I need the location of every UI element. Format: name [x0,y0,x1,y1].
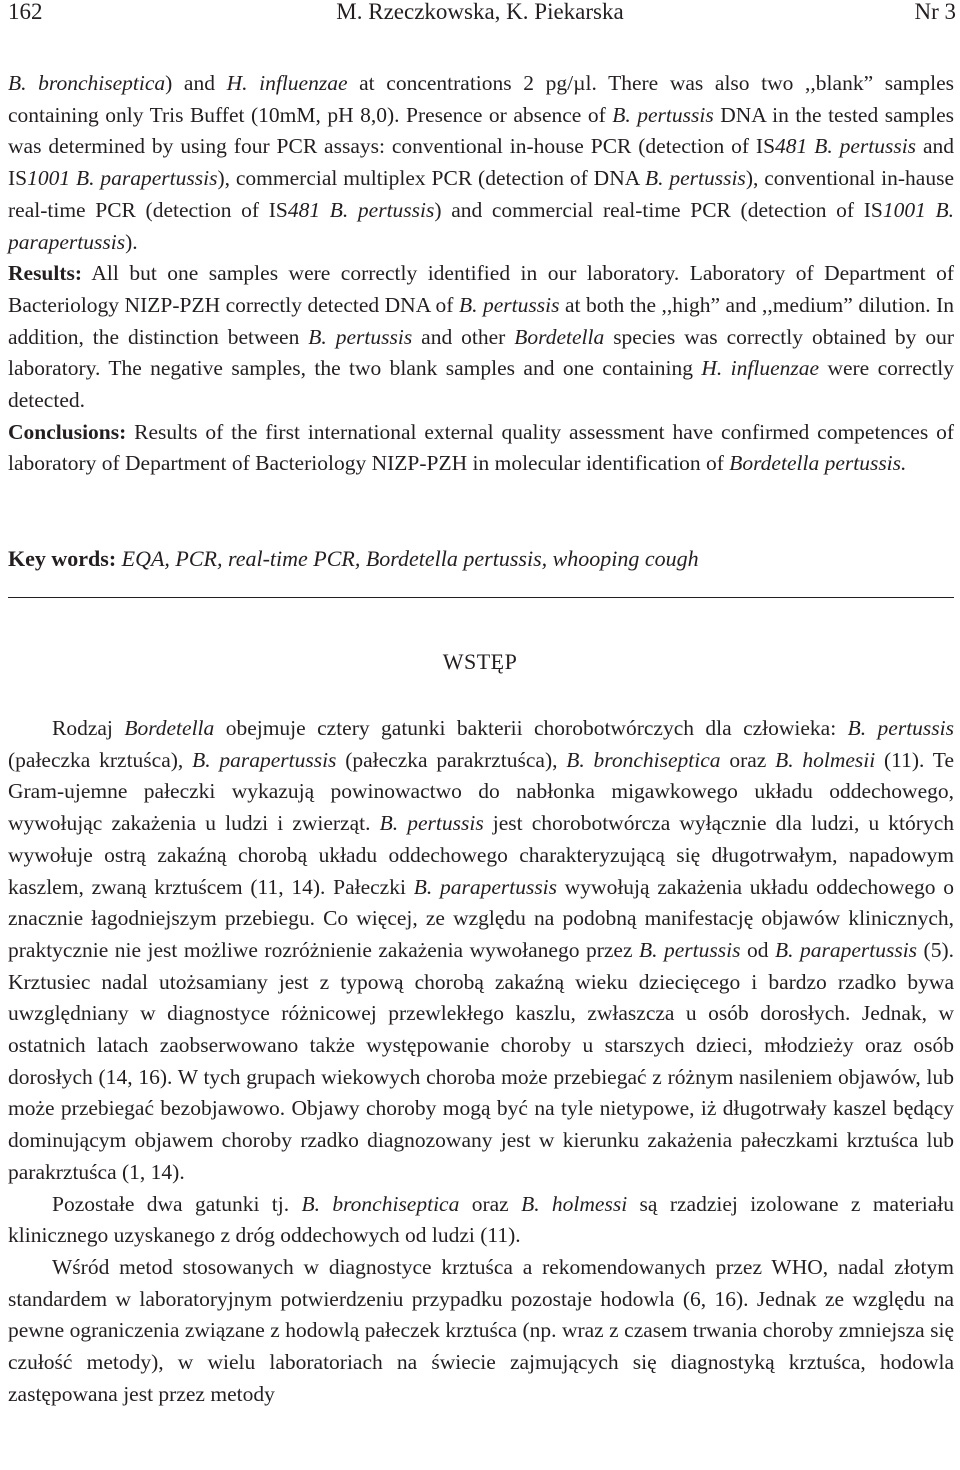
species-name: H. influenzae [701,356,820,381]
species-name: 481 B. pertussis [287,197,435,222]
section-divider [8,597,954,598]
species-name: B. pertussis [308,324,413,349]
species-name: B. pertussis [644,166,746,191]
species-name: 1001 B. parapertussis [27,166,218,191]
abstract-text: DNA in the tested samples was determined by using four PCR assays: conventional in-house PCR (detection of IS [8,102,954,159]
body-text: (pałeczka parakrztuśca), [336,747,567,772]
species-name: B. parapertussis [413,874,558,899]
body-text: wywołują zakażenia układu oddechowego o znacznie łagodniejszym przebiegu. Co więcej, ze względu na podobną manifestację objawów klinicznych, praktycznie nie jest możliwe rozróżnienie zakażenia wywołanego przez [8,874,954,962]
body-text: oraz [459,1191,522,1216]
body-text: są rzadziej izolowane z materiału klinicznego uzyskanego z dróg oddechowych od ludzi (11). [8,1191,955,1248]
species-name: B. pertussis [847,716,955,740]
introduction-body [8,713,954,1410]
genus-name: Bordetella [514,324,605,349]
intro-paragraph-3 [8,1252,954,1411]
abstract-body [8,68,954,480]
species-name: B. parapertussis [774,937,918,962]
species-name: B. parapertussis [192,747,337,772]
abstract-text: species was correctly obtained by our laboratory. The negative samples, the two blank samples and one containing [8,324,955,381]
body-text: (5). Krztusiec nadal utożsamiany jest z typową chorobą zakaźną wieku dziecięcego i bardzo rzadko bywa uwzględniany w diagnostyce różnicowej przewlekłego kaszlu, zwłaszcza u osób dorosłych. Jednak, w ostatnich latach zaobserwowano także występowanie choroby u starszych dzieci, młodzieży oraz osób dorosłych (14, 16). W tych grupach wiekowych choroba może przebiegać z różnym nasileniem objawów, lub może przebiegać bezobjawowo. Objawy choroby mogą być na tyle nietypowe, iż długotrwały kaszel będący dominującym objawem choroby rzadko diagnozowany jest w kierunku zakażenia pałeczkami krztuśca lub parakrztuśca (1, 14). [8,937,955,1184]
abstract-text: at both the ,,high” and ,,medium” dilution. In addition, the distinction between [8,292,955,349]
abstract-text: ), commercial multiplex PCR (detection of DNA [217,166,645,191]
key-words [8,544,954,574]
body-text: (pałeczka krztuśca), [8,747,193,772]
body-text: jest chorobotwórcza wyłącznie dla ludzi, u których wywołuje ostrą zakaźną chorobą układu oddechowego charakteryzującą się długotrwałym, napadowym kaszlem, zwaną krztuścem (11, 14). Pałeczki [8,811,954,899]
abstract-text: Results of the first international external quality assessment have confirmed competences of laboratory of Department of Bacteriology NIZP-PZH in molecular identification of [8,419,954,476]
species-name: 1001 B. parapertussis [8,197,955,254]
abstract-text: ) and commercial real-time PCR (detection of IS [434,197,883,222]
genus-name: Bordetella [124,716,215,740]
species-name: B. bronchiseptica [8,71,166,95]
key-words-list: EQA, PCR, real-time PCR, Bordetella pertussis, whooping cough [116,546,699,571]
key-words-label: Key words: [8,546,117,571]
running-header [0,0,960,30]
running-authors: M. Rzeczkowska, K. Piekarska [336,0,624,24]
abstract-text: and other [412,324,515,349]
body-text: od [740,937,775,962]
species-name: 481 B. pertussis [775,134,917,159]
species-name: B. bronchiseptica [566,747,721,772]
species-name: B. pertussis [379,811,484,836]
species-name: B. holmesii [775,747,876,772]
conclusions-label: Conclusions: [8,419,127,444]
species-name: B. pertussis [458,292,560,317]
abstract-text: ). [125,229,138,254]
abstract-text: ) and [165,71,227,95]
page-number: 162 [8,0,43,24]
abstract-text: at concentrations 2 pg/µl. There was also two ,,blank” samples containing only Tris Buffet (10mM, pH 8,0). Presence or absence of [8,71,954,127]
abstract-text: were correctly detected. [8,356,954,413]
issue-number: Nr 3 [914,0,956,24]
species-name: B. holmessi [521,1191,628,1216]
species-name: Bordetella pertussis. [729,451,907,476]
species-name: B. bronchiseptica [301,1191,460,1216]
abstract-results-paragraph [8,258,954,417]
body-text: oraz [720,747,776,772]
body-text: (11). Te Gram-ujemne pałeczki wykazują powinowactwo do nabłonka migawkowego układu oddechowego, wywołując zakażenia u ludzi i zwierząt. [8,747,954,836]
abstract-methods-paragraph [8,68,954,258]
species-name: H. influenzae [226,71,348,95]
body-text: Wśród metod stosowanych w diagnostyce krztuśca a rekomendowanych przez WHO, nadal złotym standardem w laboratoryjnym potwierdzeniu przypadku pozostaje hodowla (6, 16). Jednak ze względu na pewne ograniczenia związane z hodowlą pałeczek krztuśca (np. wraz z czasem trwania choroby zmniejsza się czułość metody), w wielu laboratoriach na świecie zajmujących się diagnostyką krztuśca, hodowla zastępowana jest przez metody [8,1254,954,1406]
body-text: Rodzaj [52,716,125,740]
body-text: obejmuje cztery gatunki bakterii chorobotwórczych dla człowieka: [214,716,848,740]
body-text: Pozostałe dwa gatunki tj. [52,1191,302,1216]
section-title: WSTĘP [442,649,518,674]
abstract-text: All but one samples were correctly identified in our laboratory. Laboratory of Department of Bacteriology NIZP-PZH correctly detected DNA of [8,261,954,317]
intro-paragraph-2 [8,1189,954,1252]
abstract-conclusions-paragraph [8,417,954,480]
species-name: B. pertussis [612,102,714,127]
intro-paragraph-1 [8,713,954,1189]
species-name: B. pertussis [639,937,741,962]
abstract-text: and IS [8,134,954,191]
results-label: Results: [8,261,83,286]
abstract-text: ), conventional in-hause real-time PCR (detection of IS [8,166,954,222]
